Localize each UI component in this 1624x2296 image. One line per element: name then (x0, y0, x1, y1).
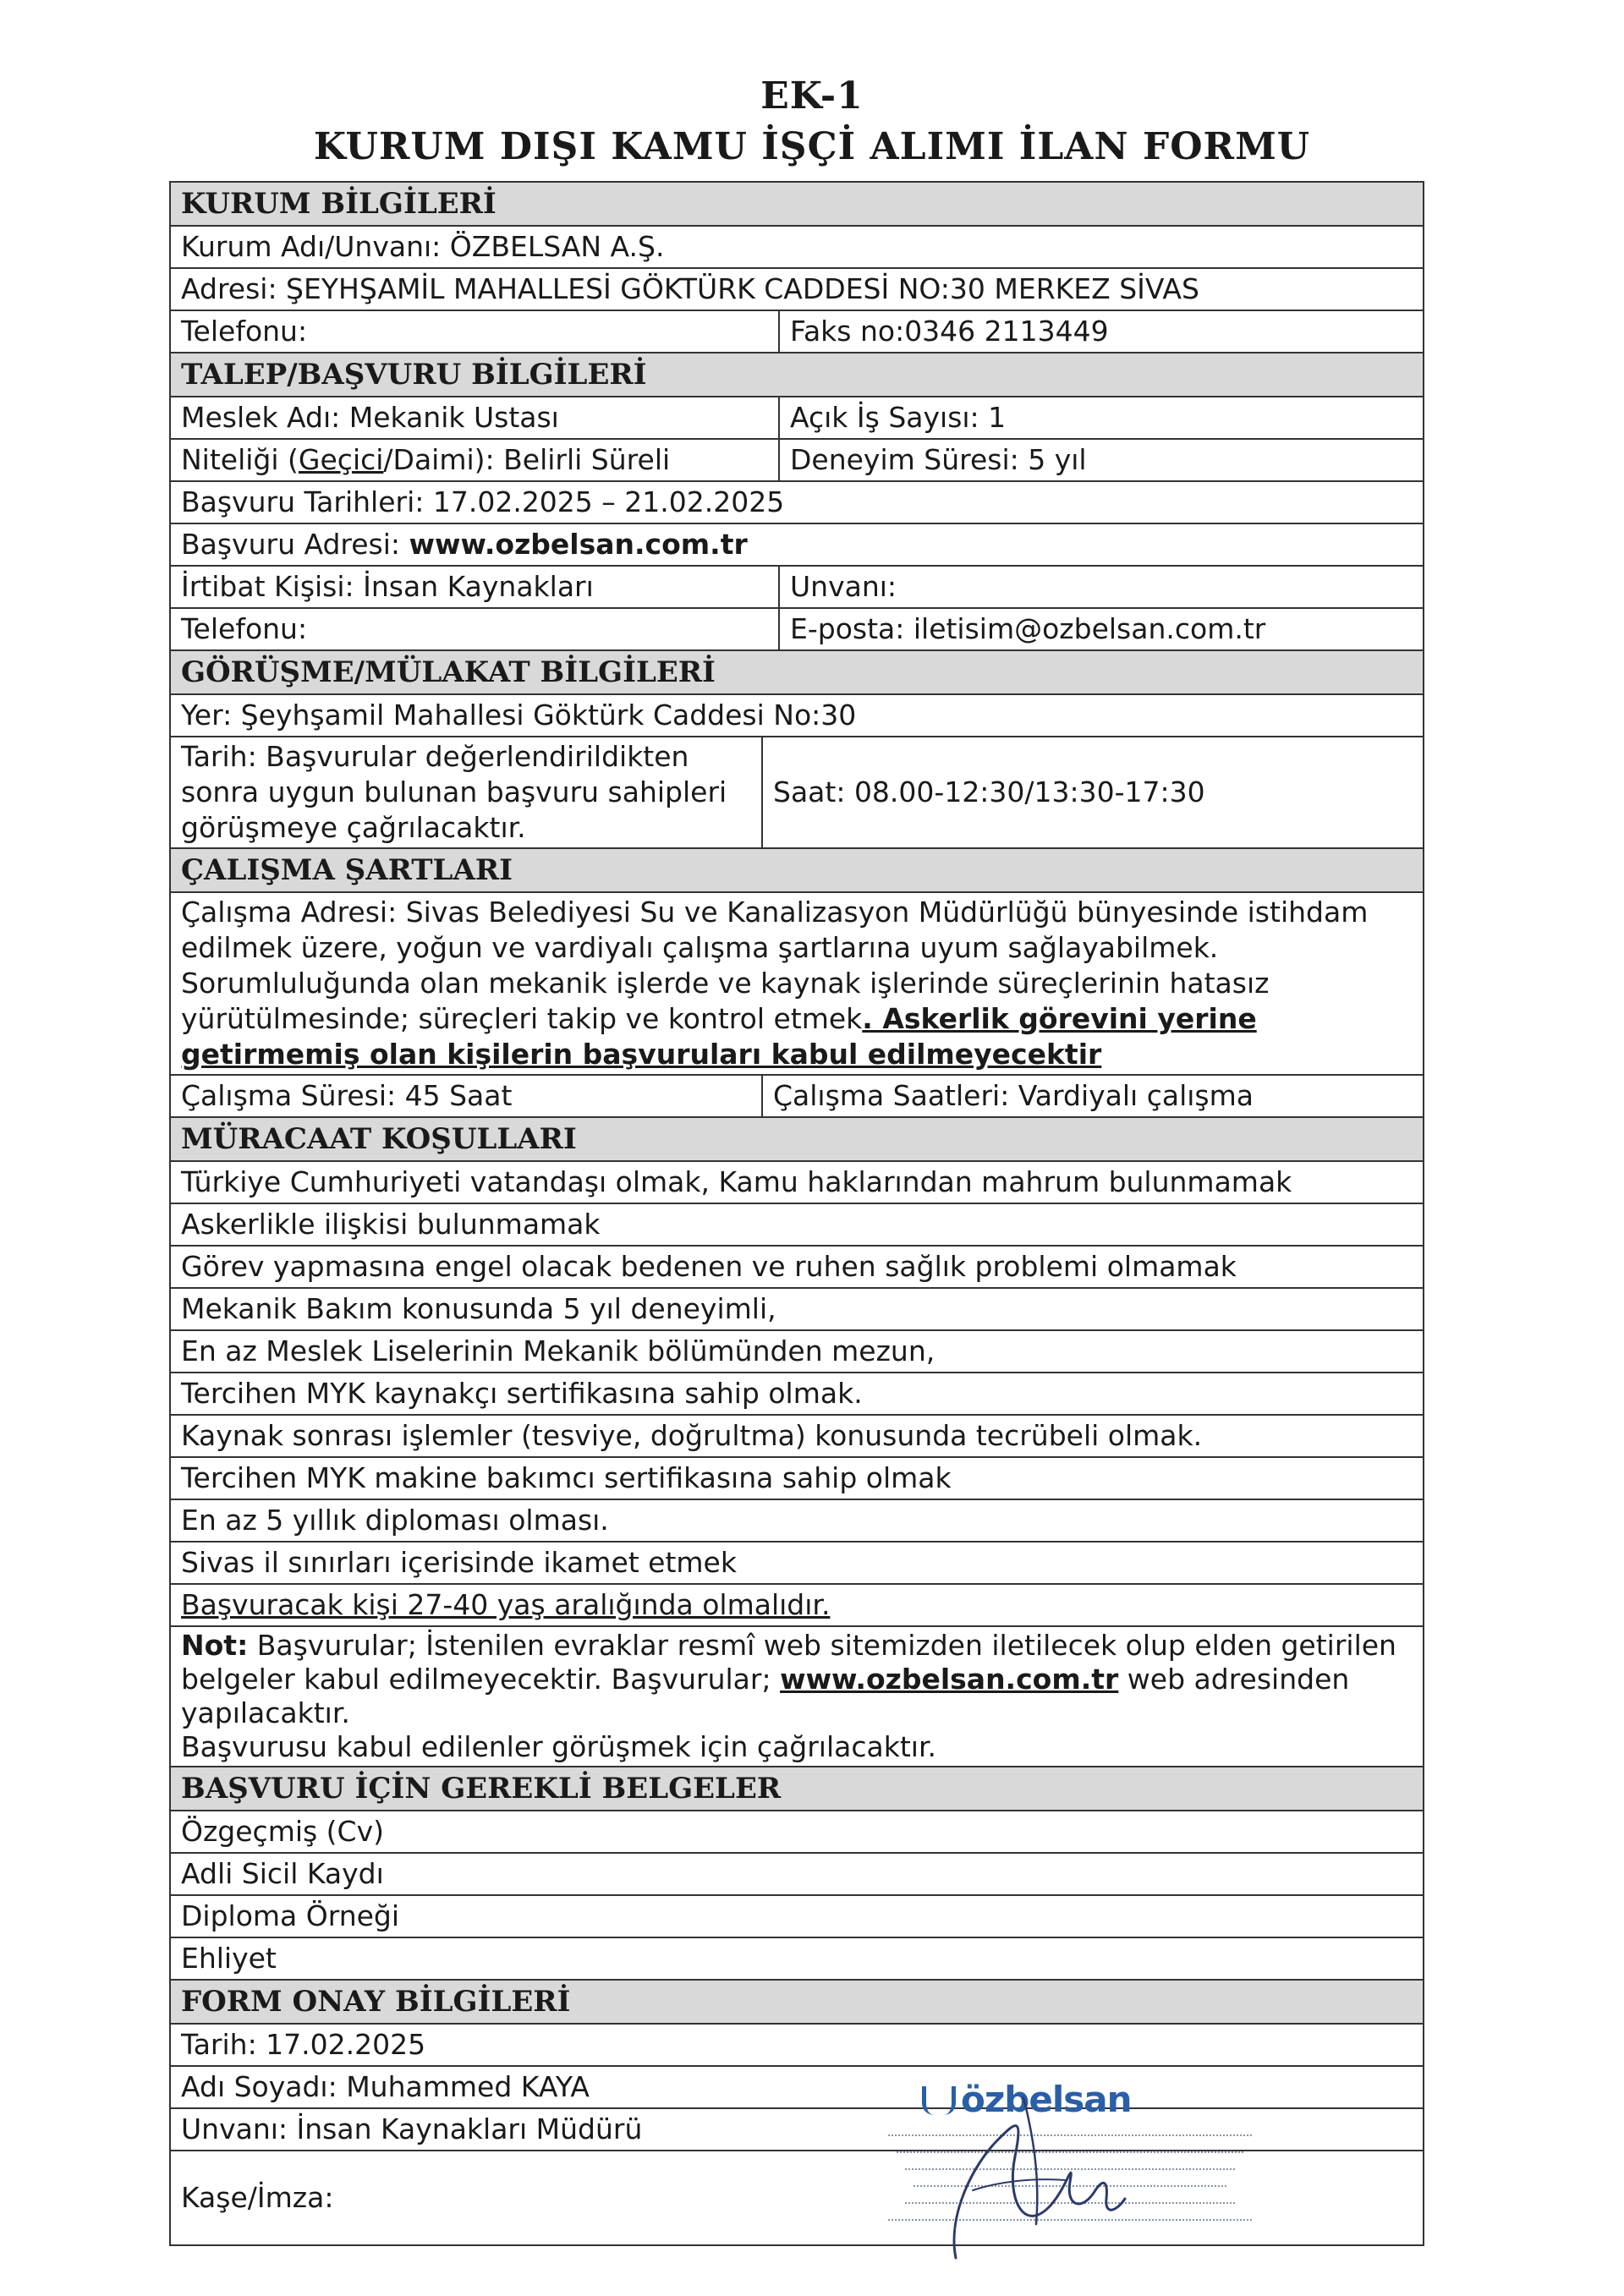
list-item (171, 1585, 1423, 1627)
signature (922, 2063, 1142, 2275)
row-calisma-suresi (171, 1076, 1423, 1118)
list-item (171, 1416, 1423, 1458)
section-header-calisma: ÇALIŞMA ŞARTLARI (171, 849, 1423, 893)
note-line2: Başvurusu kabul edilenler görüşmek için çağrılacaktır. (181, 1730, 936, 1763)
nitelik (171, 440, 780, 480)
list-item (171, 1896, 1423, 1938)
muracaat-item: En az Meslek Liselerinin Mekanik bölümünden mezun, (181, 1334, 935, 1367)
meslek-adi: Meslek Adı: Mekanik Ustası (171, 397, 780, 438)
basvuru-adresi (171, 524, 758, 565)
basvuru-tarihleri: Başvuru Tarihleri: 17.02.2025 – 21.02.2025 (181, 485, 785, 518)
basvuru-adresi-label: Başvuru Adresi: (181, 528, 409, 561)
document-title: KURUM DIŞI KAMU İŞÇİ ALIMI İLAN FORMU (313, 125, 1311, 168)
irtibat-eposta: E-posta: iletisim@ozbelsan.com.tr (790, 612, 1266, 645)
muracaat-item: Tercihen MYK makine bakımcı sertifikasına sahip olmak (181, 1461, 952, 1494)
list-item (171, 1289, 1423, 1331)
list-item (171, 1811, 1423, 1854)
calisma-adresi-text: Çalışma Adresi: Sivas Belediyesi Su ve Kanalizasyon Müdürlüğü bünyesinde istihdam edilmek üzere, yoğun ve vardiyalı çalışma şartlarına uyum sağlayabilmek. Sorumluluğunda olan mekanik işlerde ve kaynak işlerinde süreçlerinin hatasız yürütülmesinde; süreçleri takip ve kontrol etmek (181, 896, 1369, 1035)
belge-item: Özgeçmiş (Cv) (181, 1815, 385, 1848)
onay-ad-soyad: Adı Soyadı: Muhammed KAYA (181, 2070, 590, 2103)
list-item (171, 1500, 1423, 1543)
row-kurum-address (171, 269, 1423, 311)
row-basvuru-tarihleri (171, 482, 1423, 524)
gorusme-tarih: Tarih: Başvurular değerlendirildikten sonra uygun bulunan başvuru sahipleri görüşmeye çağrılacaktır. (171, 737, 763, 847)
gorusme-saat: Saat: 08.00-12:30/13:30-17:30 (773, 775, 1205, 808)
irtibat-unvani: Unvanı: (790, 570, 897, 603)
list-item (171, 1162, 1423, 1204)
list-item (171, 1458, 1423, 1500)
muracaat-item: Sivas il sınırları içerisinde ikamet etmek (181, 1546, 737, 1579)
note (171, 1627, 1423, 1766)
section-header-muracaat: MÜRACAAT KOŞULLARI (171, 1118, 1423, 1162)
list-item (171, 1331, 1423, 1373)
row-irtibat (171, 567, 1423, 609)
kurum-name: Kurum Adı/Unvanı: ÖZBELSAN A.Ş. (181, 230, 665, 263)
company-stamp (871, 2063, 1294, 2275)
nitelik-prefix: Niteliği ( (181, 443, 299, 476)
kurum-address: Adresi: ŞEYHŞAMİL MAHALLESİ GÖKTÜRK CADDESİ NO:30 MERKEZ SİVAS (181, 272, 1199, 305)
muracaat-item: Askerlikle ilişkisi bulunmamak (181, 1208, 601, 1241)
announcement-form (169, 181, 1424, 2246)
calisma-adresi (171, 893, 1423, 1074)
muracaat-item: Tercihen MYK kaynakçı sertifikasına sahip olmak. (181, 1377, 863, 1410)
row-calisma-adresi (171, 893, 1423, 1076)
kurum-fax: Faks no:0346 2113449 (790, 315, 1109, 348)
onay-tarih: Tarih: 17.02.2025 (181, 2028, 426, 2061)
row-nitelik (171, 440, 1423, 482)
row-basvuru-adresi (171, 524, 1423, 567)
section-header-kurum: KURUM BİLGİLERİ (171, 183, 1423, 227)
nitelik-underlined: Geçici (298, 443, 384, 476)
belge-item: Diploma Örneği (181, 1899, 400, 1932)
list-item (171, 1938, 1423, 1981)
row-onay-tarih (171, 2025, 1423, 2067)
basvuru-adresi-link[interactable]: www.ozbelsan.com.tr (409, 528, 748, 561)
list-item (171, 1854, 1423, 1896)
calisma-saatleri: Çalışma Saatleri: Vardiyalı çalışma (773, 1079, 1254, 1112)
note-text: Başvurular; İstenilen evraklar resmî web sitemizden iletilecek olup elden getirilen belgeler kabul edilmeyecektir. Başvurular; (181, 1629, 1396, 1696)
muracaat-item: Başvuracak kişi 27-40 yaş aralığında olmalıdır. (181, 1588, 831, 1621)
logo-text: özbelsan (961, 2079, 1132, 2120)
belge-item: Ehliyet (181, 1942, 277, 1975)
section-header-onay: FORM ONAY BİLGİLERİ (171, 1981, 1423, 2025)
list-item (171, 1373, 1423, 1416)
deneyim-suresi: Deneyim Süresi: 5 yıl (790, 443, 1087, 476)
note-label: Not: (181, 1629, 249, 1662)
calisma-suresi: Çalışma Süresi: 45 Saat (171, 1076, 763, 1116)
onay-unvan: Unvanı: İnsan Kaynakları Müdürü (181, 2112, 643, 2145)
gorusme-yer: Yer: Şeyhşamil Mahallesi Göktürk Caddesi No:30 (181, 699, 857, 732)
muracaat-item: Görev yapmasına engel olacak bedenen ve ruhen sağlık problemi olmamak (181, 1250, 1237, 1283)
askerlik-uyarisi: . Askerlik görevini yerine getirmemiş olan kişilerin başvuruları kabul edilmeyecektir (181, 1002, 1257, 1071)
muracaat-item: En az 5 yıllık diploması olması. (181, 1504, 609, 1537)
belge-item: Adli Sicil Kaydı (181, 1857, 384, 1890)
muracaat-item: Kaynak sonrası işlemler (tesviye, doğrultma) konusunda tecrübeli olmak. (181, 1419, 1203, 1452)
row-note (171, 1627, 1423, 1767)
row-gorusme-yer (171, 695, 1423, 737)
muracaat-item: Mekanik Bakım konusunda 5 yıl deneyimli, (181, 1292, 776, 1325)
muracaat-item: Türkiye Cumhuriyeti vatandaşı olmak, Kamu haklarından mahrum bulunmamak (181, 1165, 1292, 1198)
list-item (171, 1204, 1423, 1247)
row-meslek (171, 397, 1423, 440)
note-link[interactable]: www.ozbelsan.com.tr (780, 1663, 1119, 1696)
row-iletisim (171, 609, 1423, 651)
irtibat-kisisi: İrtibat Kişisi: İnsan Kaynakları (171, 567, 780, 607)
irtibat-telefonu: Telefonu: (171, 609, 780, 649)
acik-is-sayisi: Açık İş Sayısı: 1 (790, 401, 1007, 434)
row-kurum-name (171, 227, 1423, 269)
section-header-belgeler: BAŞVURU İÇİN GEREKLİ BELGELER (171, 1767, 1423, 1811)
list-item (171, 1247, 1423, 1289)
nitelik-suffix: /Daimi): Belirli Süreli (383, 443, 671, 476)
section-header-gorusme: GÖRÜŞME/MÜLAKAT BİLGİLERİ (171, 651, 1423, 695)
kurum-phone: Telefonu: (171, 311, 780, 352)
kase-imza: Kaşe/İmza: (181, 2181, 334, 2214)
section-header-talep: TALEP/BAŞVURU BİLGİLERİ (171, 353, 1423, 397)
list-item (171, 1543, 1423, 1585)
row-gorusme-tarih-saat (171, 737, 1423, 849)
note-after: web adresinden yapılacaktır. (181, 1663, 1350, 1729)
row-kurum-phone (171, 311, 1423, 353)
document-code: EK-1 (760, 74, 864, 118)
